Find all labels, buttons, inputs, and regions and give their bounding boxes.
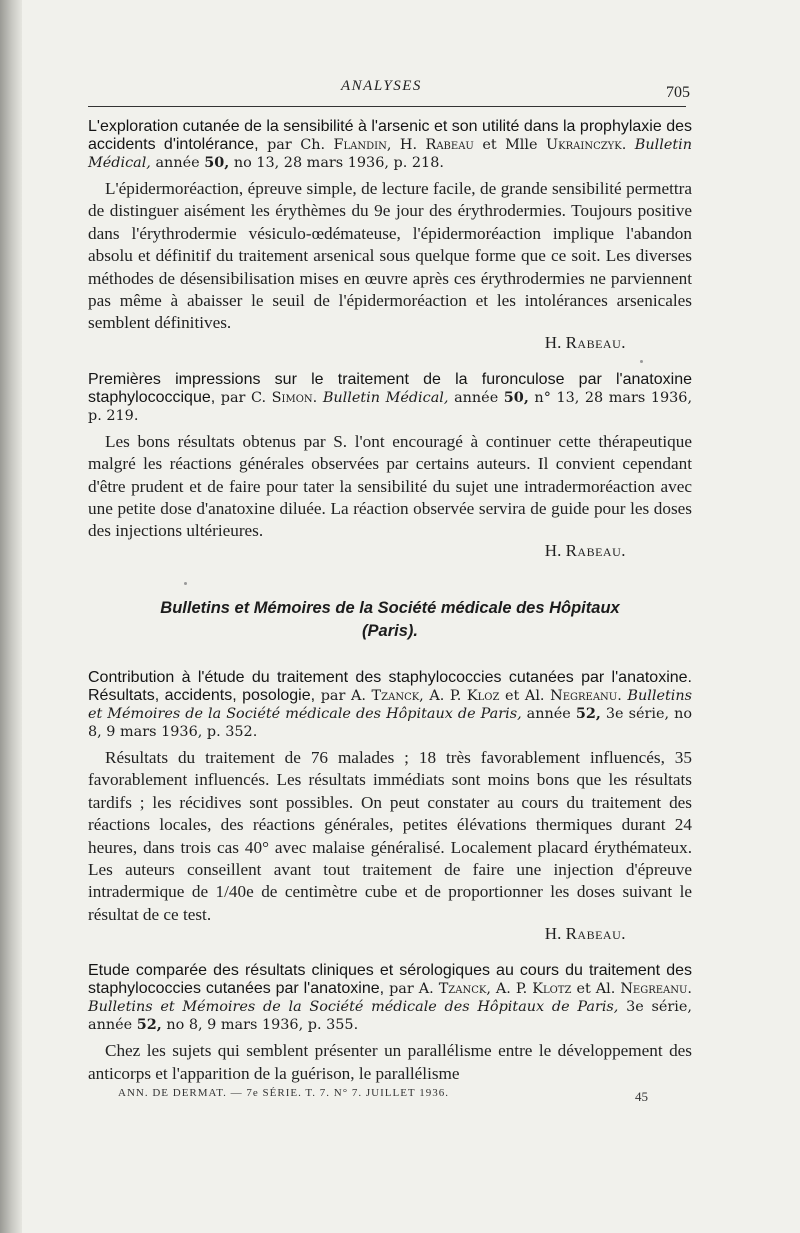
paper-speck bbox=[640, 360, 643, 363]
authors-rest: et Al. bbox=[505, 687, 545, 704]
article-authors: Tzanck, A. P. Kloz bbox=[371, 687, 500, 704]
footer-journal-line: ANN. DE DERMAT. — 7e SÉRIE. T. 7. N° 7. JUILLET 1936. bbox=[118, 1087, 449, 1099]
citation-pre: année bbox=[526, 705, 571, 722]
signature-name: Rabeau. bbox=[565, 332, 626, 352]
article-body: Résultats du traitement de 76 malades ; 18 très favorablement influencés, 35 favorablement influencés. Les résultats immédiats sont moins bons que les résultats tardifs ; les récidives sont possibles. On peut constater au cours du traitement des réactions locales, des réactions générales, petites élévations thermiques durant 24 heures, dans trois cas 40° avec malaise généralisé. Localement placard érythémateux. Les auteurs conseillent avant tout traitement de faire une injection d'épreuve intradermique de 1/40e de centimètre cube et de proportionner les doses suivant le résultat de ce test. bbox=[88, 747, 692, 924]
authors-intro: par A. bbox=[389, 981, 434, 998]
journal-name: Bulletin Médical, bbox=[322, 389, 449, 406]
article-heading bbox=[88, 669, 692, 741]
article-heading bbox=[88, 962, 692, 1034]
article-body: Chez les sujets qui semblent présenter un parallélisme entre le développement des anticorps et l'apparition de la guérison, le parallélisme bbox=[88, 1041, 692, 1083]
section-heading-line2: (Paris). bbox=[362, 621, 418, 640]
article-authors: Tzanck, A. P. Klotz bbox=[438, 981, 572, 998]
article-author-last: Ukrainczyk. bbox=[546, 137, 627, 153]
journal-name: Bulletins et Mémoires de la Société médicale des Hôpitaux de Paris, bbox=[88, 687, 693, 722]
main-content bbox=[88, 118, 692, 1085]
article-authors: Flandin, H. Rabeau bbox=[333, 137, 474, 153]
authors-intro: par A. bbox=[320, 687, 366, 704]
authors-rest: et Al. bbox=[576, 981, 616, 998]
journal-name: Bulletin Médical, bbox=[88, 137, 692, 171]
page-header bbox=[86, 76, 698, 112]
citation-pre: 3e série, année bbox=[88, 999, 692, 1034]
journal-year-volume: 52, bbox=[136, 1016, 162, 1034]
article-title: Etude comparée des résultats cliniques et sérologiques au cours du traitement des staphylococcies cutanées par l'anatoxine, bbox=[88, 962, 692, 998]
signature-name: Rabeau. bbox=[565, 924, 626, 944]
signature-initial: H. bbox=[544, 540, 562, 560]
authors-rest: et Mlle bbox=[482, 137, 538, 153]
journal-year-volume: 50, bbox=[204, 154, 230, 171]
spacer bbox=[88, 353, 692, 371]
journal-year-volume: 52, bbox=[575, 704, 601, 722]
citation-pre: année bbox=[155, 155, 200, 171]
citation-details: 3e série, no 8, 9 mars 1936, p. 352. bbox=[88, 705, 693, 740]
article-heading bbox=[88, 118, 692, 172]
article-body: Les bons résultats obtenus par S. l'ont encouragé à continuer cette thérapeutique malgré les réactions générales observées par certains auteurs. Il convient cependant d'être prudent et de faire pour tater la sensibilité du sujet une intradermoréaction avec une petite dose d'anatoxine diluée. La réaction observée servira de guide pour les doses des injections ultérieures. bbox=[88, 431, 692, 541]
citation-details: no 13, 28 mars 1936, p. 218. bbox=[233, 155, 444, 171]
section-heading-line1: Bulletins et Mémoires de la Société médicale des Hôpitaux bbox=[160, 598, 620, 617]
paper-speck bbox=[184, 582, 187, 585]
citation-details: no 8, 9 mars 1936, p. 355. bbox=[166, 1017, 359, 1034]
article-title: Premières impressions sur le traitement de la furonculose par l'anatoxine staphylococcique, bbox=[88, 370, 692, 406]
article-entry bbox=[88, 669, 692, 944]
signature-name: Rabeau. bbox=[565, 540, 626, 560]
citation-details: n° 13, 28 mars 1936, p. 219. bbox=[88, 389, 693, 424]
article-title: Contribution à l'étude du traitement des staphylococcies cutanées par l'anatoxine. Résultats, accidents, posologie, bbox=[88, 668, 692, 704]
article-heading bbox=[88, 371, 692, 425]
article-entry bbox=[88, 962, 692, 1085]
reviewer-signature bbox=[88, 924, 692, 944]
article-body: L'épidermoréaction, épreuve simple, de lecture facile, de grande sensibilité permettra de distinguer aisément les érythèmes du 9e jour des érythrodermies. Toujours positive dans l'érythrodermie vésiculo-œdémateuse, l'épidermoréaction implique l'abandon absolu et définitif du traitement arsenical sous quelque forme que ce soit. Les diverses méthodes de désensibilisation mises en œuvre après ces érythrodermies ne parviennent pas même à abaisser le seuil de l'épidermoréaction et les intolérances arsenicales semblent définitives. bbox=[88, 179, 692, 333]
sheet-number: 45 bbox=[635, 1089, 648, 1104]
article-title: L'exploration cutanée de la sensibilité à l'arsenic et son utilité dans la prophylaxie des accidents d'intolérance, bbox=[88, 118, 692, 153]
authors-intro: par Ch. bbox=[267, 137, 326, 153]
reviewer-signature bbox=[88, 541, 692, 561]
signature-initial: H. bbox=[544, 924, 562, 944]
reviewer-signature bbox=[88, 333, 692, 353]
page-number: 705 bbox=[666, 84, 690, 101]
signature-initial: H. bbox=[544, 332, 562, 352]
running-title: ANALYSES bbox=[341, 78, 422, 94]
page-footer bbox=[118, 1087, 648, 1104]
citation-pre: année bbox=[454, 389, 499, 406]
article-entry bbox=[88, 118, 692, 353]
spacer bbox=[88, 944, 692, 962]
section-heading bbox=[88, 597, 692, 643]
article-author-last: Negreanu. bbox=[620, 981, 692, 998]
book-gutter-shadow bbox=[0, 0, 22, 1233]
article-authors: Simon. bbox=[271, 389, 318, 406]
article-entry bbox=[88, 371, 692, 561]
journal-name: Bulletins et Mémoires de la Société médicale des Hôpitaux de Paris, bbox=[88, 999, 619, 1016]
journal-year-volume: 50, bbox=[503, 388, 529, 406]
authors-intro: par C. bbox=[220, 389, 267, 406]
article-author-last: Negreanu. bbox=[550, 687, 622, 704]
header-rule bbox=[88, 106, 686, 107]
